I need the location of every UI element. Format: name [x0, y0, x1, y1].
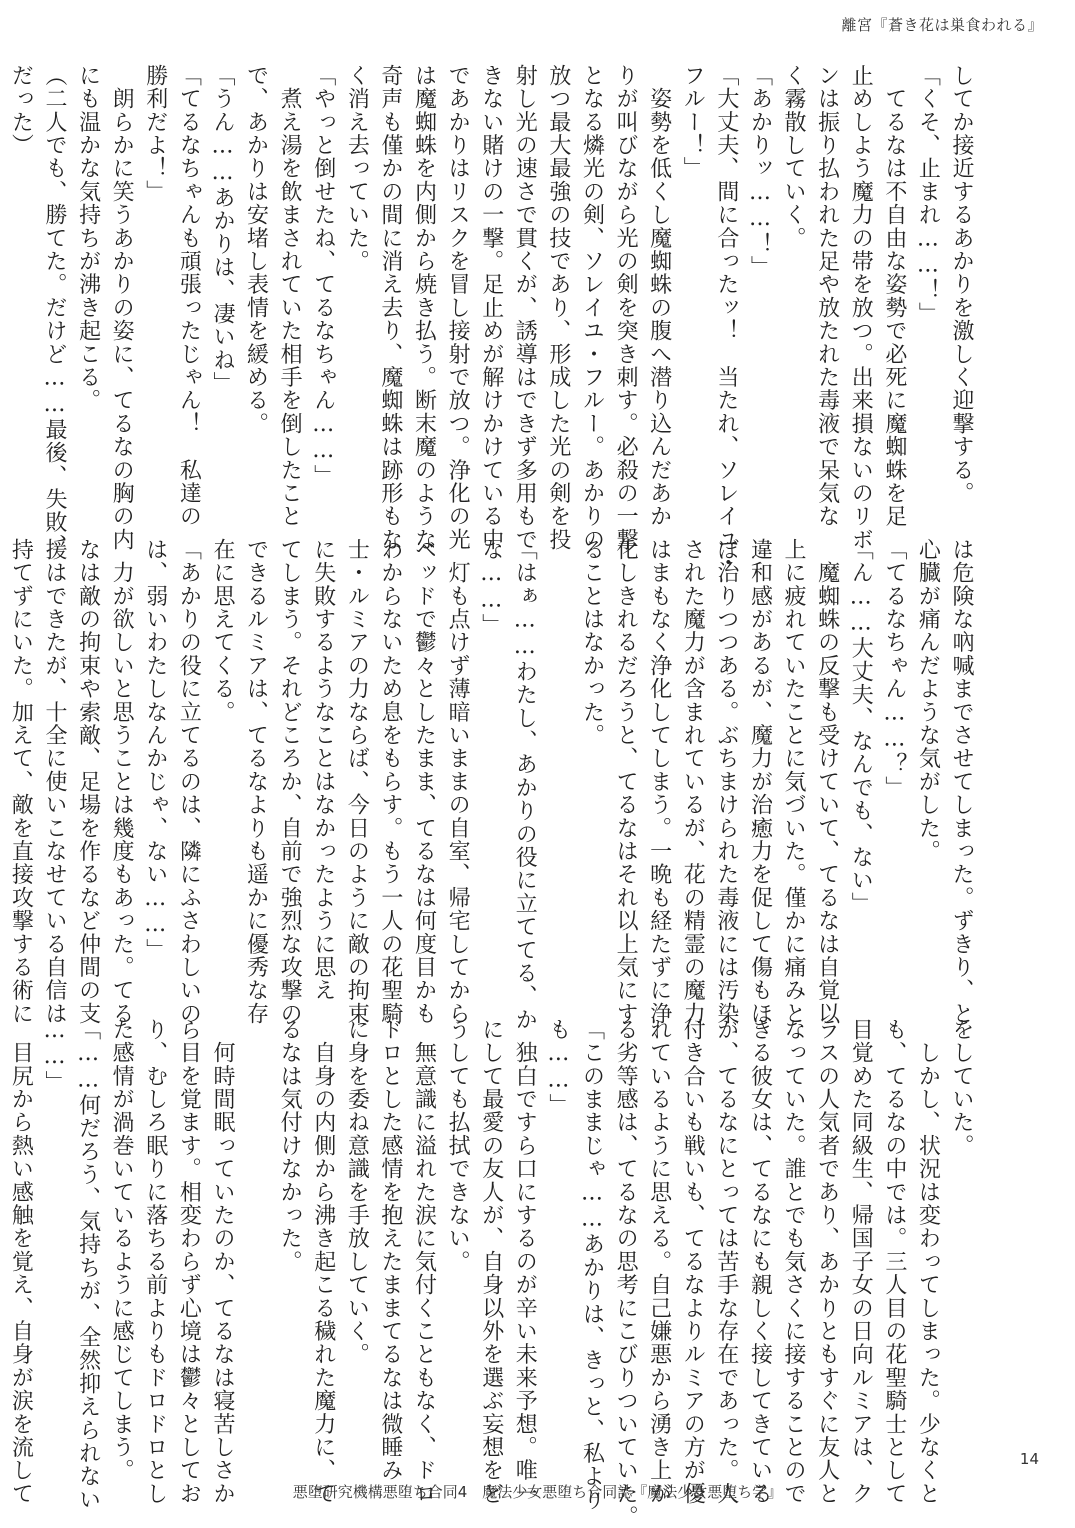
text-line: ぼ治りつつある。ぶちまけられた毒液には汚染: [713, 538, 739, 1026]
text-line: [239, 1018, 273, 1458]
text-line: であかりはリスクを冒し接射で放つ。浄化の光: [445, 64, 471, 552]
text-line: となる燐光の剣、ソレイユ・フルー。あかりの: [579, 64, 605, 552]
text-line: 煮え湯を飲まされていた相手を倒したこと: [277, 64, 303, 528]
text-line: 違和感があるが、魔力が治癒力を促して傷もほ: [747, 538, 773, 1026]
text-line: く消え去っていた。: [344, 64, 370, 273]
text-line: 何時間眠っていたのか、てるなは寝苦しさか: [209, 1018, 235, 1506]
running-header: 離宮『蒼き花は巣食われる』: [841, 16, 1043, 34]
text-line: なは敵の拘束や索敵、足場を作るなど仲間の支: [75, 538, 101, 1026]
text-line: 「やっと倒せたね、てるなちゃん……」: [310, 64, 336, 488]
text-line: に失敗するようなことはなかったように思え: [310, 538, 336, 1002]
text-line: できるルミアは、てるなよりも遥かに優秀な存: [243, 538, 269, 1026]
text-line: [0, 538, 4, 978]
text-line: 「……何だろう、気持ちが、全然抑えられない: [75, 1018, 101, 1512]
text-line: れているように思える。自己嫌悪から湧き上が: [646, 1018, 672, 1506]
text-block-middle: [8, 538, 978, 1032]
text-line: 放つ最大最強の技であり、形成した光の剣を投: [545, 64, 571, 552]
text-line: にも温かな気持ちが沸き起こる。: [75, 64, 101, 412]
text-line: が、てるなにとっては苦手な存在であった。人: [713, 1018, 739, 1506]
text-line: 在に思えてくる。: [209, 538, 235, 724]
text-line: 目尻から熱い感触を覚え、自身が涙を流して: [8, 1018, 34, 1506]
text-line: きない賭けの一撃。足止めが解けかけている中: [478, 64, 504, 552]
text-line: 止めしよう魔力の帯を放つ。出来損ないのリボ: [848, 64, 874, 552]
text-line: る劣等感は、てるなの思考にこびりついていた。: [613, 1018, 639, 1528]
text-block-top: [8, 64, 978, 575]
text-line: 化しきれるだろうと、てるなはそれ以上気にす: [613, 538, 639, 1026]
text-line: 持てずにいた。加えて、敵を直接攻撃する術に: [8, 538, 34, 1026]
text-line: 「大丈夫、間に合ったッ！ 当たれ、ソレイユ・: [713, 64, 739, 575]
text-line: してか接近するあかりを激しく迎撃する。: [949, 64, 974, 505]
text-line: 奇声も僅かの間に消え去り、魔蜘蛛は跡形もな: [377, 64, 403, 552]
text-line: 付き合いも戦いも、てるなよりルミアの方が優: [680, 1018, 706, 1506]
text-line: ラスの人気者であり、あかりともすぐに友人と: [814, 1018, 840, 1506]
text-line: 「くそ、止まれ……！」: [915, 64, 941, 326]
text-line: く霧散していく。: [781, 64, 807, 250]
text-line: 無意識に溢れた涙に気付くこともなく、ドロ: [411, 1018, 437, 1506]
text-line: うしても払拭できない。: [445, 1018, 471, 1274]
text-line: 援はできたが、十全に使いこなせている自信は: [41, 538, 67, 1026]
text-line: りが叫びながら光の剣を突き刺す。必殺の一撃: [613, 64, 639, 552]
text-line: [0, 64, 4, 502]
text-line: 心臓が痛んだような気がした。: [915, 538, 941, 863]
text-line: てしまう。それどころか、自前で強烈な攻撃の: [277, 538, 303, 1026]
text-line: [541, 538, 575, 978]
text-line: ドロとした感情を抱えたままてるなは微睡み: [377, 1018, 403, 1482]
text-line: 「てるなちゃんも頑張ったじゃん！ 私達の: [176, 64, 202, 528]
text-line: はまもなく浄化してしまう。一晩も経たずに浄: [646, 538, 672, 1026]
text-line: るなは気付けなかった。: [277, 1018, 303, 1274]
text-line: をしていた。: [949, 1018, 974, 1158]
text-line: [0, 1018, 4, 1458]
text-line: なっていた。誰とでも気さくに接することので: [781, 1018, 807, 1506]
text-line: 魔蜘蛛の反撃も受けていて、てるなは自覚以: [814, 538, 840, 1026]
text-line: 士・ルミアの力ならば、今日のように敵の拘束: [344, 538, 370, 1026]
text-line: 勝利だよ！」: [142, 64, 168, 204]
text-line: しかし、状況は変わってしまった。少なくと: [915, 1018, 941, 1506]
text-line: 「はぁ……わたし、あかりの役に立ててる、か: [512, 538, 538, 1032]
text-line: 目覚めた同級生、帰国子女の日向ルミアは、ク: [848, 1018, 874, 1506]
text-line: （二人でも、勝てた。だけど……最後、失敗、: [41, 64, 67, 558]
text-line: フルー！」: [680, 64, 706, 180]
text-line: は魔蜘蛛を内側から焼き払う。断末魔のような: [411, 64, 437, 552]
text-line: り、むしろ眠りに落ちる前よりもドロドロとし: [142, 1018, 168, 1506]
text-line: も、てるなの中では。三人目の花聖騎士として: [881, 1018, 907, 1506]
page-number: 14: [1019, 1450, 1039, 1468]
text-line: ることはなかった。: [579, 538, 605, 747]
text-line: 「うん……あかりは、凄いね」: [209, 64, 235, 395]
text-line: 自身の内側から沸き起こる穢れた魔力に、て: [310, 1018, 336, 1506]
text-line: ……」: [41, 1018, 67, 1094]
text-line: 姿勢を低くし魔蜘蛛の腹へ潜り込んだあか: [646, 64, 672, 528]
footer-publication: 悪堕研究機構悪堕ち合同4 魔法少女悪堕ち合同誌『魔法少女悪堕ち学』: [292, 1483, 783, 1501]
text-line: 上に疲れていたことに気づいた。僅かに痛みと: [781, 538, 807, 1026]
text-line: 独白ですら口にするのが辛い未来予想。唯一: [512, 1018, 538, 1506]
text-line: は、弱いわたしなんかじゃ、ない……」: [142, 538, 168, 962]
text-line: 力が欲しいと思うことは幾度もあった。てる: [109, 538, 135, 1026]
text-line: 「ん……大丈夫、なんでも、ない」: [848, 538, 874, 916]
text-line: 朗らかに笑うあかりの姿に、てるなの胸の内: [109, 64, 135, 552]
text-line: ベッドで鬱々としたまま、てるなは何度目かも: [411, 538, 437, 1026]
text-line: 灯も点けず薄暗いままの自室、帰宅してから: [445, 538, 471, 1026]
text-line: で、あかりは安堵し表情を緩める。: [243, 64, 269, 436]
text-line: 「あかりの役に立てるのは、隣にふさわしいの: [176, 538, 202, 1026]
text-line: は危険な吶喊までさせてしまった。ずきり、と: [949, 538, 974, 1026]
text-line: 「このままじゃ……あかりは、きっと、私より: [579, 1018, 605, 1512]
text-line: 「あかりッ……！」: [747, 64, 773, 279]
text-line: な……」: [478, 538, 504, 637]
text-line: された魔力が含まれているが、花の精霊の魔力: [680, 538, 706, 1026]
text-line: ら目を覚ます。相変わらず心境は鬱々としてお: [176, 1018, 202, 1506]
text-line: てるなは不自由な姿勢で必死に魔蜘蛛を足: [881, 64, 907, 528]
text-line: だった）: [8, 64, 34, 157]
text-line: た感情が渦巻いているように感じてしまう。: [109, 1018, 135, 1482]
text-line: 射し光の速さで貫くが、誘導はできず多用もで: [512, 64, 538, 552]
text-line: に身を委ね意識を手放していく。: [344, 1018, 370, 1366]
text-line: ンは振り払われた足や放たれた毒液で呆気な: [814, 64, 840, 528]
text-line: も……」: [545, 1018, 571, 1117]
text-line: にして最愛の友人が、自身以外を選ぶ妄想をど: [478, 1018, 504, 1506]
text-line: 「てるなちゃん……？」: [881, 538, 907, 800]
text-line: きる彼女は、てるなにも親しく接してきている: [747, 1018, 773, 1506]
text-line: わからないため息をもらす。もう一人の花聖騎: [377, 538, 403, 1026]
